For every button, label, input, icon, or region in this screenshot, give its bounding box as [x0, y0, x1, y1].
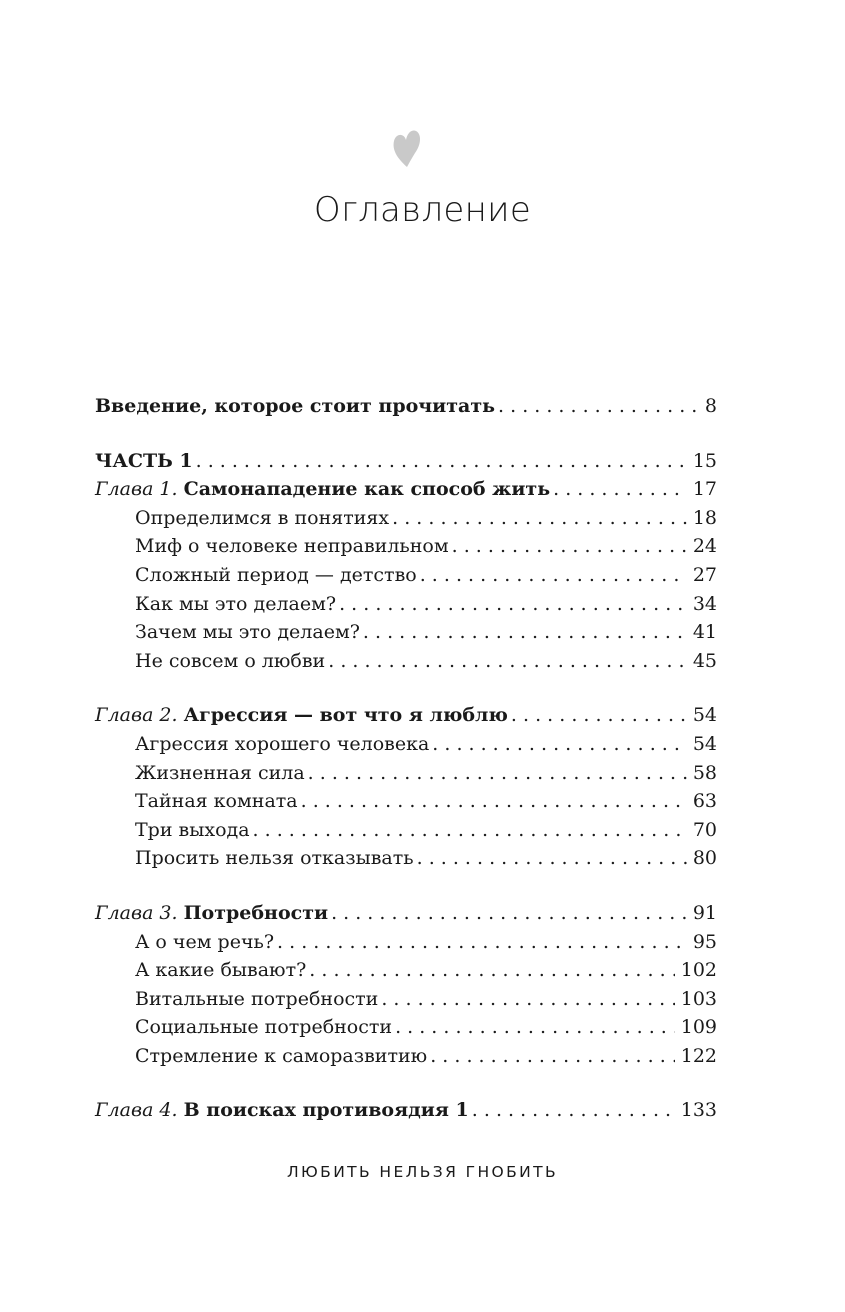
- toc-page-number: 8: [704, 395, 717, 417]
- toc-subentry[interactable]: [95, 759, 717, 788]
- toc-entry-label: Миф о человеке неправильном: [135, 535, 449, 558]
- leader-dots: [420, 561, 687, 590]
- toc-entry-label: Три выхода: [135, 818, 250, 841]
- leader-dots: [432, 730, 687, 759]
- page-title: Оглавление: [313, 190, 532, 230]
- leader-dots: [277, 928, 687, 957]
- toc-entry-part-1[interactable]: [95, 447, 717, 476]
- toc-subentry[interactable]: [95, 561, 717, 590]
- toc-page-number: 15: [692, 449, 717, 472]
- chapter-title: Потребности: [183, 901, 329, 924]
- toc-subentry[interactable]: [95, 504, 717, 533]
- toc-page-number: 70: [692, 818, 717, 841]
- leader-dots: [363, 618, 687, 647]
- chapter-prefix: Глава 3.: [95, 901, 178, 924]
- chapter-prefix: Глава 1.: [95, 478, 178, 501]
- chapter-title: В поисках противоядия 1: [183, 1099, 469, 1122]
- leader-dots: [301, 787, 687, 816]
- toc-page-number: 103: [680, 987, 717, 1010]
- toc-subentry[interactable]: [95, 956, 717, 985]
- toc-page-number: 41: [692, 621, 717, 644]
- leader-dots: [511, 701, 687, 730]
- toc-entry-label: Агрессия хорошего человека: [135, 732, 430, 755]
- leader-dots: [309, 956, 674, 985]
- toc-subentry[interactable]: [95, 618, 717, 647]
- toc-entry-label: Зачем мы это делаем?: [135, 621, 360, 644]
- toc-entry-label: Тайная комната: [135, 790, 298, 813]
- leader-dots: [430, 1042, 675, 1071]
- leader-dots: [498, 392, 699, 421]
- toc-entry-label: Стремление к саморазвитию: [135, 1044, 428, 1067]
- toc-entry-label: [95, 1096, 469, 1125]
- toc-entry-label: [95, 899, 328, 928]
- toc-page-number: 34: [692, 592, 717, 615]
- toc-subentry[interactable]: [95, 816, 717, 845]
- chapter-prefix: Глава 2.: [95, 704, 178, 727]
- leader-dots: [196, 447, 687, 476]
- toc-entry-label: [95, 701, 508, 730]
- leader-dots: [452, 532, 687, 561]
- toc-page-number: 133: [680, 1099, 717, 1122]
- toc-chapter-1[interactable]: [95, 475, 717, 504]
- toc-entry-label: ЧАСТЬ 1: [95, 449, 193, 472]
- leader-dots: [395, 1013, 675, 1042]
- toc-page-number: 91: [692, 901, 717, 924]
- toc-page-number: 63: [692, 790, 717, 813]
- toc-page-number: 80: [692, 847, 717, 870]
- toc-entry-label: А о чем речь?: [135, 930, 275, 953]
- toc-page-number: 27: [692, 563, 717, 586]
- toc-page-number: 122: [680, 1044, 717, 1067]
- leader-dots: [328, 647, 687, 676]
- toc-subentry[interactable]: [95, 1013, 717, 1042]
- chapter-prefix: Глава 4.: [95, 1099, 178, 1122]
- toc-entry-label: Не совсем о любви: [135, 649, 326, 672]
- toc-page-number: 24: [692, 535, 717, 558]
- table-of-contents: [95, 392, 717, 1125]
- toc-entry-intro[interactable]: [95, 392, 717, 421]
- toc-entry-label: Жизненная сила: [135, 761, 305, 784]
- running-footer: ЛЮБИТЬ НЕЛЬЗЯ ГНОБИТЬ: [286, 1163, 559, 1181]
- toc-subentry[interactable]: [95, 730, 717, 759]
- toc-page-number: 54: [692, 704, 717, 727]
- toc-page-number: 18: [692, 506, 717, 529]
- toc-page-number: 58: [692, 761, 717, 784]
- leader-dots: [331, 899, 687, 928]
- leader-dots: [253, 816, 687, 845]
- toc-chapter-2[interactable]: [95, 701, 717, 730]
- chapter-title: Самонападение как способ жить: [183, 478, 551, 501]
- toc-subentry[interactable]: [95, 928, 717, 957]
- toc-chapter-4[interactable]: [95, 1096, 717, 1125]
- toc-entry-label: Сложный период — детство: [135, 563, 417, 586]
- leader-dots: [417, 844, 687, 873]
- toc-page-number: 17: [692, 478, 717, 501]
- chapter-title: Агрессия — вот что я люблю: [183, 704, 508, 727]
- toc-subentry[interactable]: [95, 1042, 717, 1071]
- toc-entry-label: Социальные потребности: [135, 1016, 393, 1039]
- leader-dots: [553, 475, 687, 504]
- toc-entry-label: Витальные потребности: [135, 987, 379, 1010]
- leader-dots: [392, 504, 687, 533]
- toc-entry-label: А какие бывают?: [135, 959, 307, 982]
- toc-entry-label: Как мы это делаем?: [135, 592, 337, 615]
- toc-subentry[interactable]: [95, 844, 717, 873]
- toc-entry-label: [95, 475, 550, 504]
- toc-page-number: 95: [692, 930, 717, 953]
- toc-subentry[interactable]: [95, 590, 717, 619]
- toc-entry-label: Просить нельзя отказывать: [135, 847, 414, 870]
- leader-dots: [308, 759, 687, 788]
- toc-subentry[interactable]: [95, 787, 717, 816]
- toc-entry-label: Введение, которое стоит прочитать: [95, 395, 496, 417]
- leader-dots: [339, 590, 687, 619]
- heart-icon: [391, 128, 423, 168]
- toc-subentry[interactable]: [95, 647, 717, 676]
- toc-page-number: 45: [692, 649, 717, 672]
- leader-dots: [381, 985, 674, 1014]
- toc-entry-label: Определимся в понятиях: [135, 506, 390, 529]
- toc-subentry[interactable]: [95, 985, 717, 1014]
- toc-page-number: 109: [680, 1016, 717, 1039]
- toc-subentry[interactable]: [95, 532, 717, 561]
- toc-chapter-3[interactable]: [95, 899, 717, 928]
- toc-page-number: 102: [680, 959, 717, 982]
- leader-dots: [472, 1096, 675, 1125]
- toc-page-number: 54: [692, 732, 717, 755]
